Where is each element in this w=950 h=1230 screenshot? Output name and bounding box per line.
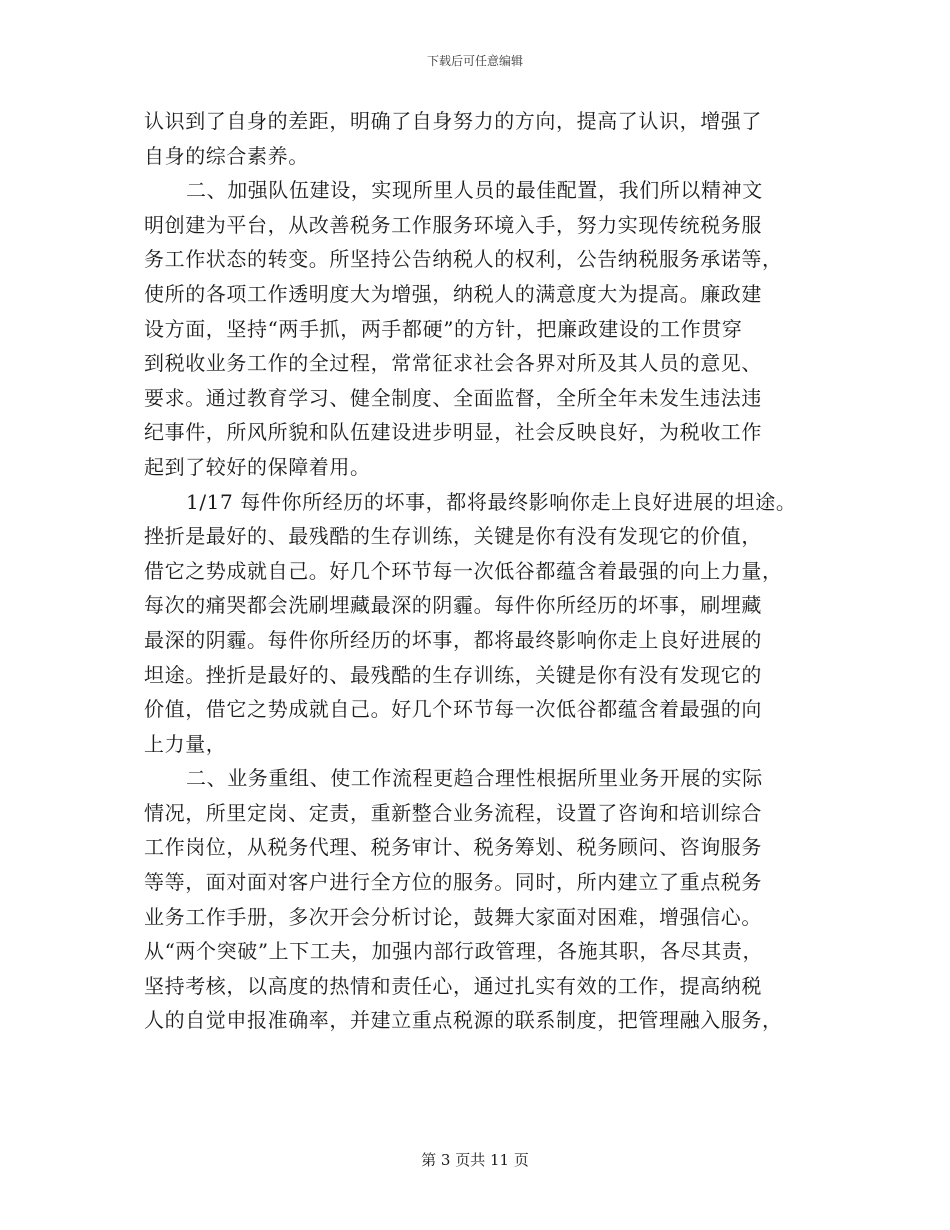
text-line-6: 使所的各项工作透明度大为增强，纳税人的满意度大为提高。廉政建	[144, 281, 762, 306]
text-line-7: 设方面，坚持“两手抓，两手都硬”的方针，把廉政建设的工作贯穿	[144, 316, 743, 341]
text-line-23: 等等，面对面对客户进行全方位的服务。同时，所内建立了重点税务	[144, 870, 762, 895]
text-line-13: 挫折是最好的、最残酷的生存训练，关键是你有没有发现它的价值，	[144, 524, 762, 549]
text-line-24: 业务工作手册，多次开会分析讨论，鼓舞大家面对困难，增强信心。	[144, 904, 762, 929]
text-line-1: 认识到了自身的差距，明确了自身努力的方向，提高了认识，增强了	[144, 109, 762, 133]
text-line-16: 最深的阴霾。每件你所经历的坏事，都将最终影响你走上良好进展的	[144, 627, 762, 652]
text-line-5: 务工作状态的转变。所坚持公告纳税人的权利，公告纳税服务承诺等，	[144, 247, 783, 272]
text-line-14: 借它之势成就自己。好几个环节每一次低谷都蕴含着最强的向上力量，	[144, 558, 783, 583]
text-line-3: 二、加强队伍建设，实现所里人员的最佳配置，我们所以精神文	[186, 178, 763, 203]
text-line-20: 二、业务重组、使工作流程更趋合理性根据所里业务开展的实际	[186, 766, 763, 791]
text-line-12: 1/17 每件你所经历的坏事，都将最终影响你走上良好进展的坦途。	[186, 489, 797, 514]
text-line-15: 每次的痛哭都会洗刷埋藏最深的阴霾。每件你所经历的坏事，刷埋藏	[144, 593, 762, 618]
text-line-18: 价值，借它之势成就自己。好几个环节每一次低谷都蕴含着最强的向	[144, 697, 762, 722]
text-line-27: 人的自觉申报准确率，并建立重点税源的联系制度，把管理融入服务，	[144, 1008, 783, 1033]
text-line-11: 起到了较好的保障着用。	[144, 454, 371, 479]
text-line-10: 纪事件，所风所貌和队伍建设进步明显，社会反映良好，为税收工作	[144, 420, 762, 445]
text-line-22: 工作岗位，从税务代理、税务审计、税务筹划、税务顾问、咨询服务	[144, 835, 762, 860]
text-line-21: 情况，所里定岗、定责，重新整合业务流程，设置了咨询和培训综合	[144, 800, 762, 825]
page-number-footer: 第 3 页共 11 页	[421, 1151, 529, 1169]
page-header: 下载后可任意编辑	[426, 54, 523, 68]
document-body	[144, 104, 824, 1038]
text-line-26: 坚持考核，以高度的热情和责任心，通过扎实有效的工作，提高纳税	[144, 973, 762, 998]
text-line-17: 坦途。挫折是最好的、最残酷的生存训练，关键是你有没有发现它的	[144, 662, 762, 687]
text-line-9: 要求。通过教育学习、健全制度、全面监督，全所全年未发生违法违	[144, 385, 762, 410]
text-line-8: 到税收业务工作的全过程，常常征求社会各界对所及其人员的意见、	[144, 351, 762, 376]
text-line-19: 上力量，	[144, 731, 227, 756]
text-line-25: 从“两个突破”上下工夫，加强内部行政管理，各施其职，各尽其责，	[144, 939, 764, 964]
text-line-2: 自身的综合素养。	[144, 143, 309, 168]
text-line-4: 明创建为平台，从改善税务工作服务环境入手，努力实现传统税务服	[144, 212, 762, 237]
